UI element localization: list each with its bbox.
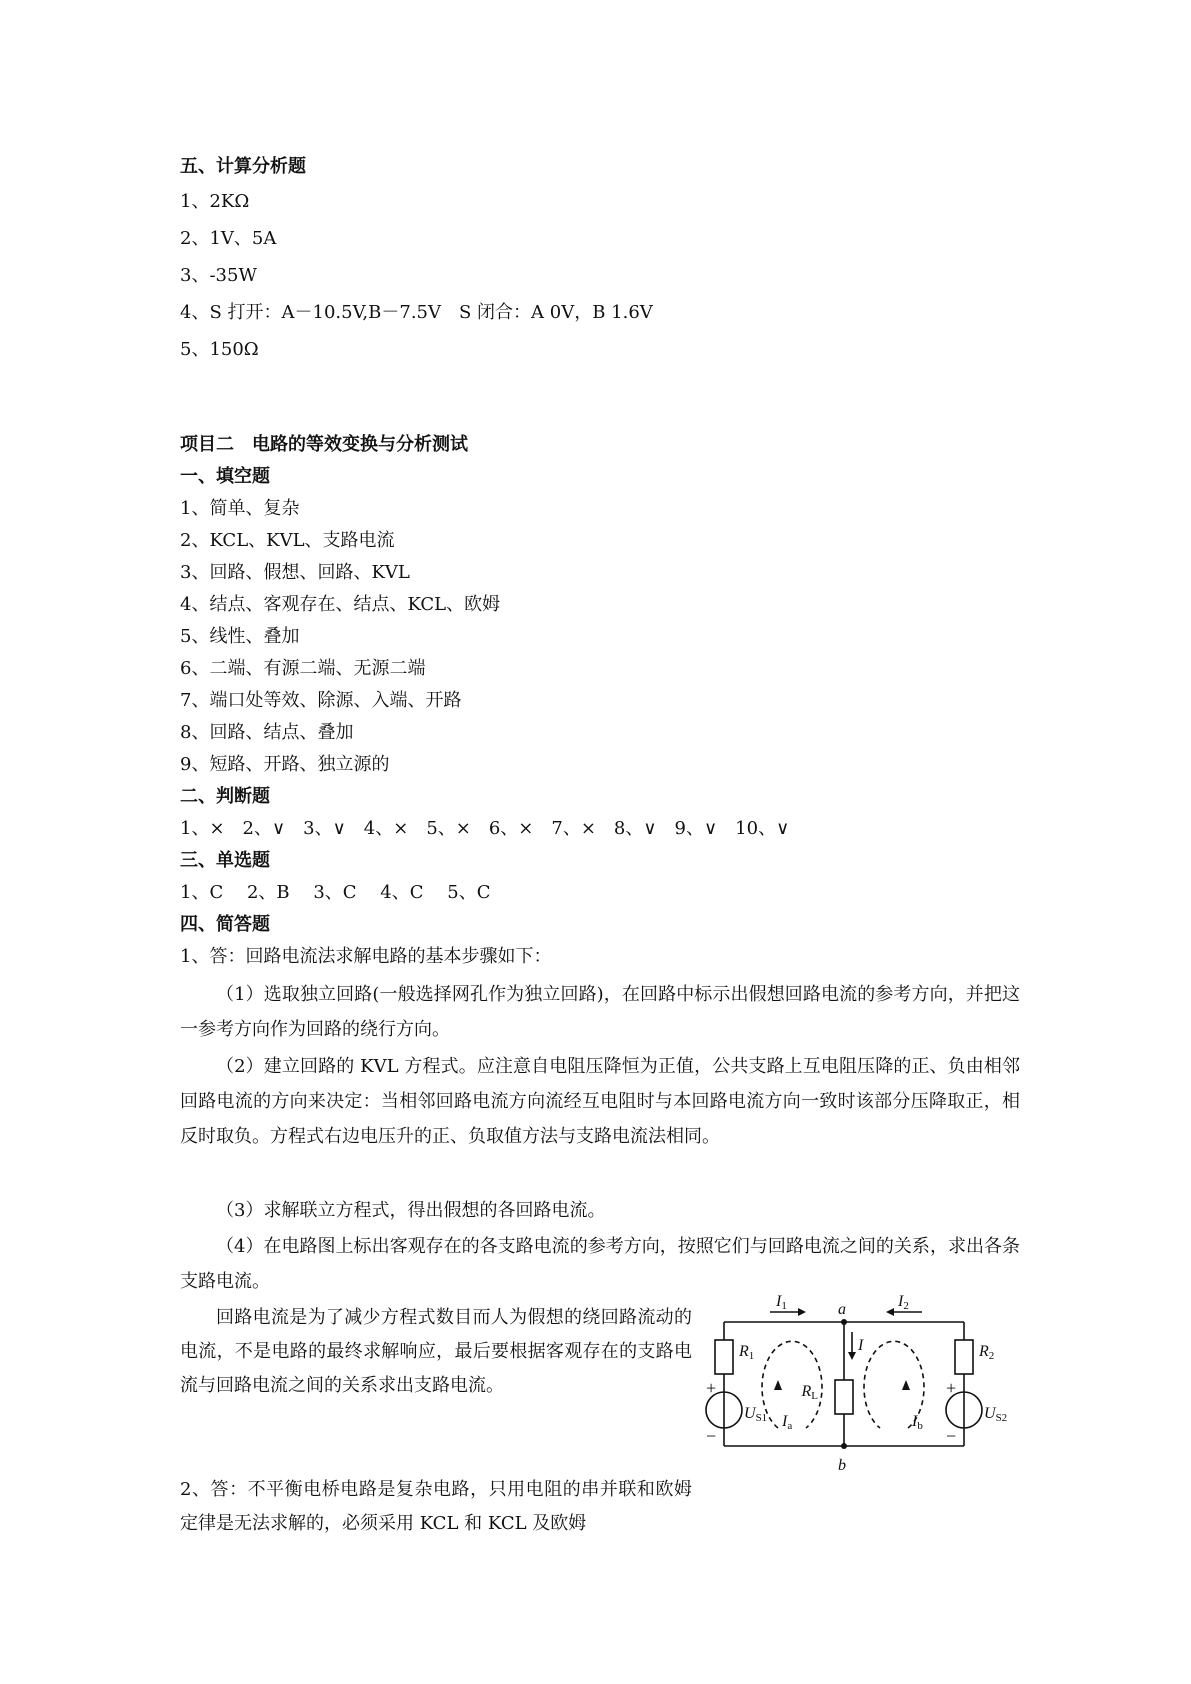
fill-blank-item: 5、线性、叠加 — [180, 626, 300, 647]
svg-text:R1: R1 — [739, 1343, 755, 1362]
judge-title: 二、判断题 — [180, 786, 270, 807]
node-a-dot — [841, 1319, 847, 1325]
fill-blank-item: 9、短路、开路、独立源的 — [180, 754, 390, 775]
branch-current-label: I — [858, 1337, 864, 1354]
svg-text:Ib: Ib — [912, 1413, 923, 1432]
svg-text:−: − — [706, 1426, 717, 1446]
section5-item: 5、150Ω — [180, 339, 259, 360]
step-2-paragraph: （2）建立回路的 KVL 方程式。应注意自电阻压降恒为正值，公共支路上互电阻压降的正、负由相邻回路电流的方向来决定：当相邻回路电流方向流经互电阻时与本回路电流方向一致时该部分压降取正，相反时取负。方程式右边电压升的正、负取值方法与支路电流法相同。 — [180, 1056, 1020, 1147]
resistor-r2 — [955, 1340, 973, 1374]
fill-blank-item: 3、回路、假想、回路、KVL — [180, 562, 410, 583]
single-choice-answers: 1、C 2、B 3、C 4、C 5、C — [180, 882, 491, 903]
section5-item: 3、-35W — [180, 265, 257, 286]
section5-item: 4、S 打开：A－10.5V,B－7.5V S 闭合：A 0V，B 1.6V — [180, 302, 653, 323]
svg-text:Ia: Ia — [782, 1413, 793, 1432]
single-choice-title: 三、单选题 — [180, 850, 270, 871]
resistor-r1 — [715, 1340, 733, 1374]
short-answer-title: 四、简答题 — [180, 914, 270, 935]
judge-answers: 1、× 2、∨ 3、∨ 4、× 5、× 6、× 7、× 8、∨ 9、∨ 10、∨ — [180, 818, 790, 839]
q1-note-paragraph: 回路电流是为了减少方程式数目而人为假想的绕回路流动的电流，不是电路的最终求解响应，最后要根据客观存在的支路电流与回路电流之间的关系求出支路电流。 — [180, 1307, 692, 1396]
section5-item: 1、2KΩ — [180, 191, 250, 212]
node-b-label: b — [838, 1457, 846, 1474]
fill-blank-item: 6、二端、有源二端、无源二端 — [180, 658, 426, 679]
svg-text:−: − — [946, 1426, 957, 1446]
svg-text:US1: US1 — [744, 1405, 768, 1424]
fill-blank-item: 8、回路、结点、叠加 — [180, 722, 354, 743]
node-a-label: a — [838, 1301, 846, 1318]
mesh-current-circuit-diagram — [700, 1290, 1040, 1490]
fill-blank-item: 1、简单、复杂 — [180, 498, 300, 519]
node-b-dot — [841, 1443, 847, 1449]
resistor-rl — [835, 1380, 853, 1414]
project2-title: 项目二 电路的等效变换与分析测试 — [180, 434, 468, 455]
q2-paragraph: 2、答：不平衡电桥电路是复杂电路，只用电阻的串并联和欧姆定律是无法求解的，必须采用 KCL 和 KCL 及欧姆 — [180, 1479, 692, 1534]
step-1-paragraph: （1）选取独立回路(一般选择网孔作为独立回路)，在回路中标示出假想回路电流的参考方向，并把这一参考方向作为回路的绕行方向。 — [180, 984, 1020, 1040]
step-4-paragraph: （4）在电路图上标出客观存在的各支路电流的参考方向，按照它们与回路电流之间的关系，求出各条支路电流。 — [180, 1236, 1020, 1292]
step-3-paragraph: （3）求解联立方程式，得出假想的各回路电流。 — [216, 1200, 606, 1221]
mesh-loop-a — [762, 1341, 822, 1428]
section5-title: 五、计算分析题 — [180, 156, 306, 177]
svg-text:US2: US2 — [984, 1405, 1008, 1424]
q1-intro: 1、答：回路电流法求解电路的基本步骤如下： — [180, 946, 552, 967]
svg-text:+: + — [946, 1378, 957, 1398]
fill-blank-item: 4、结点、客观存在、结点、KCL、欧姆 — [180, 594, 501, 615]
fill-blank-title: 一、填空题 — [180, 466, 270, 487]
svg-text:+: + — [706, 1378, 717, 1398]
svg-text:R2: R2 — [979, 1343, 995, 1362]
fill-blank-item: 2、KCL、KVL、支路电流 — [180, 530, 395, 551]
svg-text:I1: I1 — [776, 1293, 787, 1312]
svg-text:I2: I2 — [898, 1293, 909, 1312]
fill-blank-item: 7、端口处等效、除源、入端、开路 — [180, 690, 462, 711]
section5-item: 2、1V、5A — [180, 228, 277, 249]
svg-text:RL: RL — [801, 1383, 818, 1402]
